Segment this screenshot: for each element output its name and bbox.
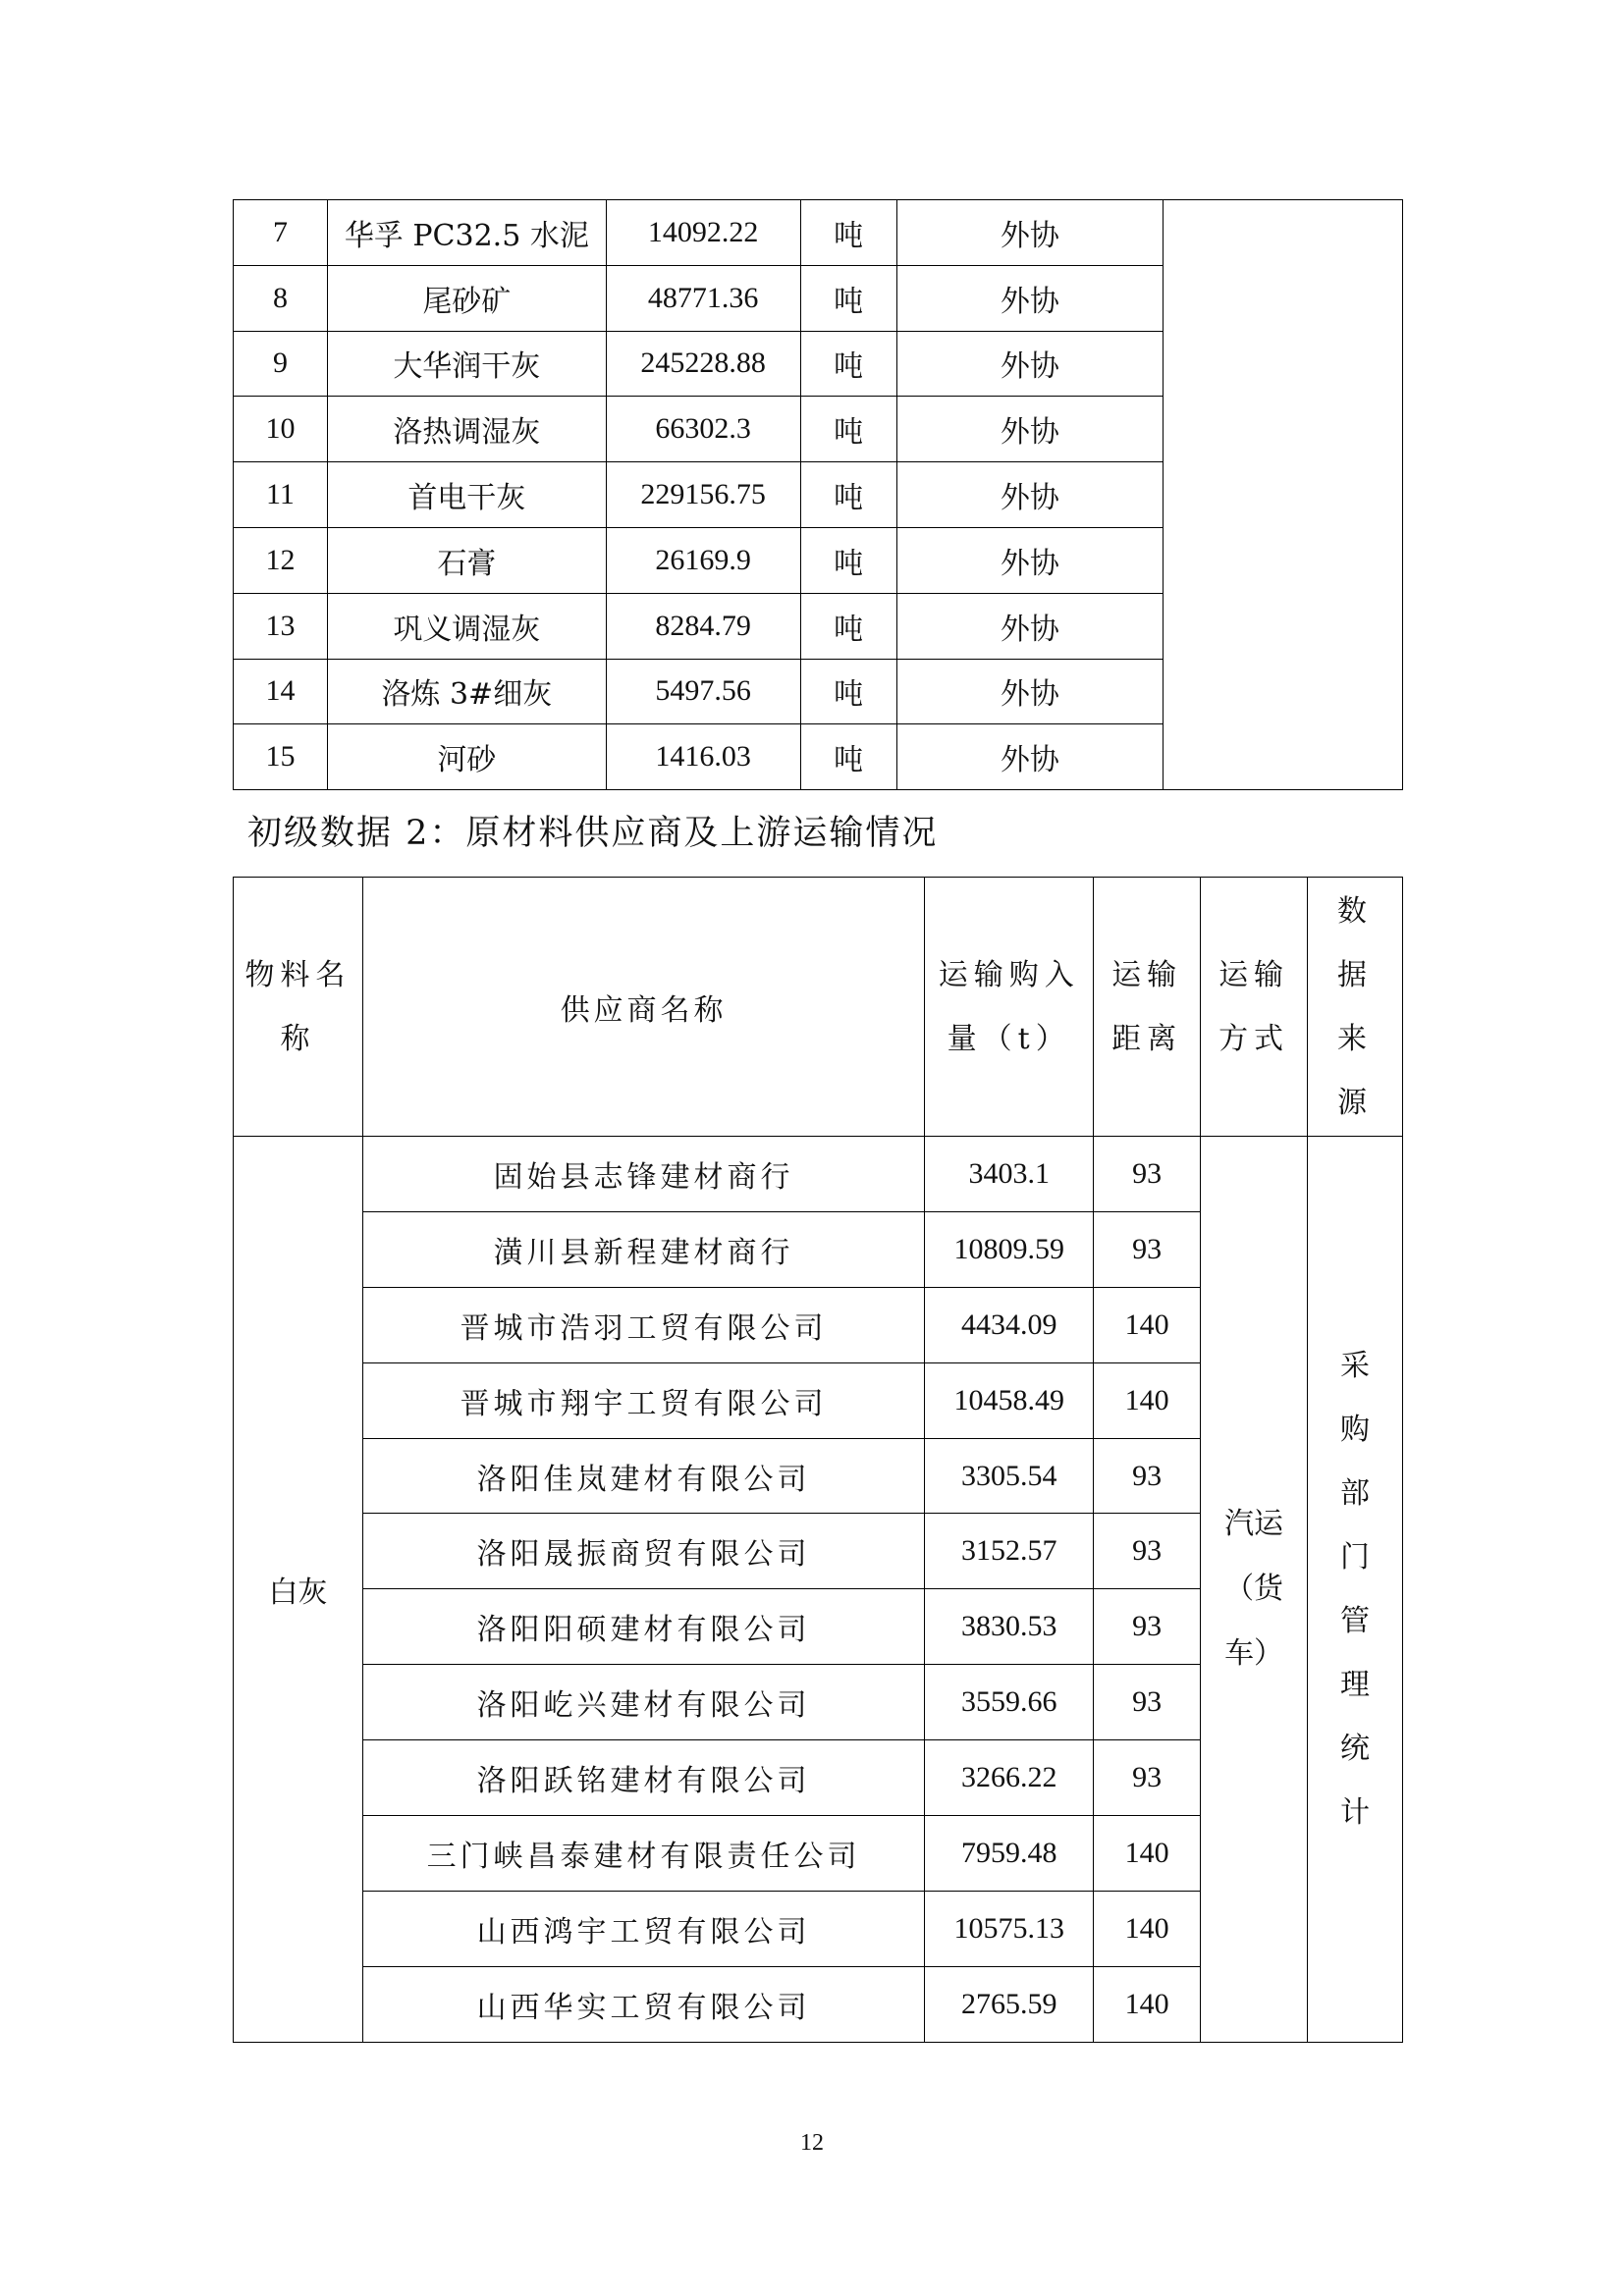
transport-distance: 93 xyxy=(1094,1740,1201,1816)
purchase-quantity: 3305.54 xyxy=(925,1438,1094,1514)
header-material-line1: 物料名 xyxy=(244,957,352,992)
purchase-quantity: 2765.59 xyxy=(925,1966,1094,2042)
materials-table-body xyxy=(234,200,1403,790)
material-name: 大华润干灰 xyxy=(327,331,606,397)
transport-mode-line3: 车） xyxy=(1224,1635,1284,1671)
material-unit: 吨 xyxy=(800,593,896,659)
row-index: 14 xyxy=(234,659,328,724)
purchase-quantity: 3830.53 xyxy=(925,1589,1094,1665)
transport-distance: 140 xyxy=(1094,1891,1201,1966)
supplier-name: 潢川县新程建材商行 xyxy=(362,1211,924,1287)
data-source-line6: 理 xyxy=(1340,1667,1371,1702)
material-quantity: 14092.22 xyxy=(606,200,800,266)
material-name: 首电干灰 xyxy=(327,462,606,528)
materials-table xyxy=(233,199,1403,790)
material-name: 华孚 PC32.5 水泥 xyxy=(327,200,606,266)
transport-distance: 93 xyxy=(1094,1211,1201,1287)
material-source: 外协 xyxy=(896,527,1164,593)
header-quantity-line2: 量（t） xyxy=(947,1021,1071,1056)
table-row xyxy=(234,200,1403,266)
transport-distance: 140 xyxy=(1094,1816,1201,1892)
data-source-line8: 计 xyxy=(1340,1794,1371,1830)
transport-mode-cell xyxy=(1201,1137,1308,2043)
transport-mode-line1: 汽运 xyxy=(1224,1506,1284,1541)
header-source-line3: 来 xyxy=(1337,1021,1374,1056)
transport-mode-line2: （货 xyxy=(1224,1571,1284,1606)
header-mode-line2: 方式 xyxy=(1218,1021,1290,1056)
transport-distance: 140 xyxy=(1094,1287,1201,1362)
section-caption: 初级数据 2：原材料供应商及上游运输情况 xyxy=(247,814,939,853)
table-row xyxy=(234,1137,1403,1212)
supplier-name: 洛阳屹兴建材有限公司 xyxy=(362,1665,924,1740)
material-name: 洛炼 3#细灰 xyxy=(327,659,606,724)
material-quantity: 229156.75 xyxy=(606,462,800,528)
material-name: 石膏 xyxy=(327,527,606,593)
material-source: 外协 xyxy=(896,724,1164,790)
purchase-quantity: 4434.09 xyxy=(925,1287,1094,1362)
transport-distance: 93 xyxy=(1094,1589,1201,1665)
transport-distance: 93 xyxy=(1094,1514,1201,1589)
transport-distance: 140 xyxy=(1094,1362,1201,1438)
material-unit: 吨 xyxy=(800,724,896,790)
transport-distance: 140 xyxy=(1094,1966,1201,2042)
header-material-line2: 称 xyxy=(280,1021,316,1056)
table-header-row xyxy=(234,878,1403,1137)
material-source: 外协 xyxy=(896,200,1164,266)
material-source: 外协 xyxy=(896,265,1164,331)
supplier-name: 洛阳晟振商贸有限公司 xyxy=(362,1514,924,1589)
supplier-name: 洛阳阳硕建材有限公司 xyxy=(362,1589,924,1665)
material-name: 白灰 xyxy=(268,1575,328,1610)
data-source-line7: 统 xyxy=(1340,1731,1371,1766)
material-unit: 吨 xyxy=(800,462,896,528)
header-source-line4: 源 xyxy=(1337,1085,1374,1120)
material-unit: 吨 xyxy=(800,659,896,724)
material-source: 外协 xyxy=(896,593,1164,659)
transport-distance: 93 xyxy=(1094,1665,1201,1740)
material-quantity: 8284.79 xyxy=(606,593,800,659)
material-source: 外协 xyxy=(896,397,1164,462)
supplier-name: 洛阳跃铭建材有限公司 xyxy=(362,1740,924,1816)
material-quantity: 1416.03 xyxy=(606,724,800,790)
header-supplier xyxy=(362,878,924,1137)
material-name: 尾砂矿 xyxy=(327,265,606,331)
header-distance xyxy=(1094,878,1201,1137)
transport-distance: 93 xyxy=(1094,1137,1201,1212)
header-source-line2: 据 xyxy=(1337,957,1374,992)
row-index: 11 xyxy=(234,462,328,528)
purchase-quantity: 3266.22 xyxy=(925,1740,1094,1816)
supplier-name: 洛阳佳岚建材有限公司 xyxy=(362,1438,924,1514)
row-index: 7 xyxy=(234,200,328,266)
data-source-line4: 门 xyxy=(1340,1539,1371,1575)
row-index: 12 xyxy=(234,527,328,593)
material-name: 河砂 xyxy=(327,724,606,790)
header-mode-line1: 运输 xyxy=(1218,957,1290,992)
header-material xyxy=(234,878,363,1137)
material-unit: 吨 xyxy=(800,331,896,397)
material-unit: 吨 xyxy=(800,200,896,266)
purchase-quantity: 3152.57 xyxy=(925,1514,1094,1589)
material-source: 外协 xyxy=(896,331,1164,397)
material-quantity: 26169.9 xyxy=(606,527,800,593)
header-quantity xyxy=(925,878,1094,1137)
header-mode xyxy=(1201,878,1308,1137)
material-quantity: 48771.36 xyxy=(606,265,800,331)
header-distance-line1: 运输 xyxy=(1111,957,1183,992)
material-quantity: 66302.3 xyxy=(606,397,800,462)
row-index: 8 xyxy=(234,265,328,331)
purchase-quantity: 10809.59 xyxy=(925,1211,1094,1287)
material-name: 洛热调湿灰 xyxy=(327,397,606,462)
material-name: 巩义调湿灰 xyxy=(327,593,606,659)
row-index: 9 xyxy=(234,331,328,397)
data-source-line1: 采 xyxy=(1340,1348,1371,1383)
supplier-transport-table xyxy=(233,877,1403,2043)
material-quantity: 5497.56 xyxy=(606,659,800,724)
supplier-name: 三门峡昌泰建材有限责任公司 xyxy=(362,1816,924,1892)
header-distance-line2: 距离 xyxy=(1111,1021,1183,1056)
header-data-source xyxy=(1308,878,1403,1137)
purchase-quantity: 7959.48 xyxy=(925,1816,1094,1892)
header-supplier-label: 供应商名称 xyxy=(560,992,728,1028)
material-cell xyxy=(234,1137,363,2043)
header-source-line1: 数 xyxy=(1337,893,1374,929)
material-source: 外协 xyxy=(896,659,1164,724)
row-index: 15 xyxy=(234,724,328,790)
supplier-name: 晋城市浩羽工贸有限公司 xyxy=(362,1287,924,1362)
header-quantity-line1: 运输购入 xyxy=(938,957,1080,992)
purchase-quantity: 3559.66 xyxy=(925,1665,1094,1740)
material-source: 外协 xyxy=(896,462,1164,528)
row-index: 13 xyxy=(234,593,328,659)
data-source-line2: 购 xyxy=(1340,1412,1371,1447)
blank-column xyxy=(1164,200,1403,790)
page-number: 12 xyxy=(800,2130,824,2156)
supplier-name: 山西鸿宇工贸有限公司 xyxy=(362,1891,924,1966)
supplier-name: 山西华实工贸有限公司 xyxy=(362,1966,924,2042)
material-unit: 吨 xyxy=(800,397,896,462)
purchase-quantity: 10575.13 xyxy=(925,1891,1094,1966)
supplier-name: 晋城市翔宇工贸有限公司 xyxy=(362,1362,924,1438)
material-quantity: 245228.88 xyxy=(606,331,800,397)
data-source-cell xyxy=(1308,1137,1403,2043)
material-unit: 吨 xyxy=(800,527,896,593)
supplier-name: 固始县志锋建材商行 xyxy=(362,1137,924,1212)
material-unit: 吨 xyxy=(800,265,896,331)
purchase-quantity: 3403.1 xyxy=(925,1137,1094,1212)
data-source-line5: 管 xyxy=(1340,1603,1371,1638)
data-source-line3: 部 xyxy=(1340,1475,1371,1511)
transport-distance: 93 xyxy=(1094,1438,1201,1514)
row-index: 10 xyxy=(234,397,328,462)
purchase-quantity: 10458.49 xyxy=(925,1362,1094,1438)
